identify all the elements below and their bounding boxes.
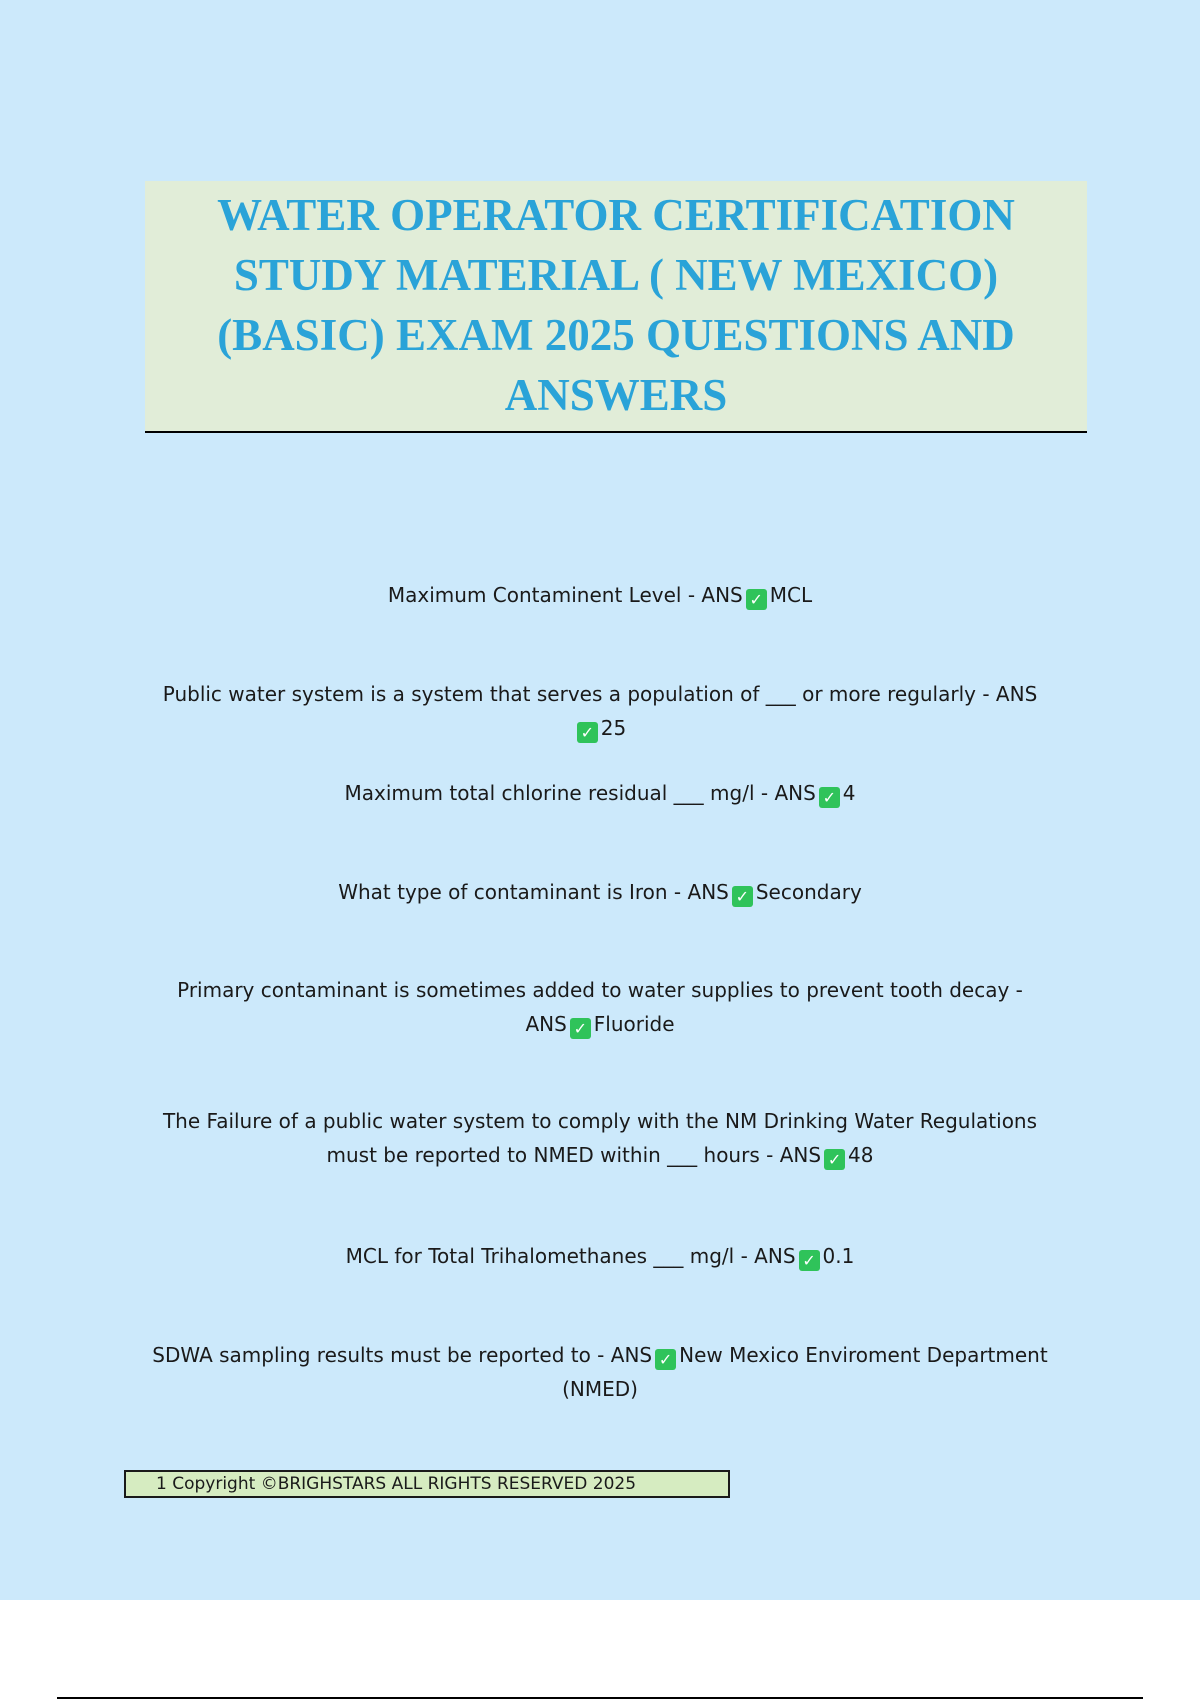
answer-text: 25 (600, 716, 627, 740)
check-icon: ✓ (824, 1149, 845, 1170)
qa-item-3 (150, 776, 1050, 810)
answer-text: 48 (848, 1143, 874, 1167)
check-icon: ✓ (819, 787, 840, 808)
check-icon: ✓ (570, 1018, 591, 1039)
ans-label: ANS (701, 583, 743, 607)
ans-label: ANS (774, 781, 816, 805)
question-text: Maximum Contaminent Level - (387, 583, 696, 607)
answer-text: New Mexico Enviroment Department (NMED) (562, 1343, 1048, 1401)
ans-label: ANS (779, 1143, 822, 1167)
question-text: Public water system is a system that serves a population of ___ or more regularly - (162, 682, 990, 706)
document-title: WATER OPERATOR CERTIFICATION STUDY MATERIAL ( NEW MEXICO) (BASIC) EXAM 2025 QUESTIONS AND ANSWERS (217, 190, 1015, 420)
check-icon: ✓ (655, 1349, 676, 1370)
ans-label: ANS (687, 880, 729, 904)
answer-text: 4 (842, 781, 856, 805)
qa-item-5 (150, 973, 1050, 1041)
title-banner (145, 181, 1087, 433)
question-text: The Failure of a public water system to comply with the NM Drinking Water Regulations must be reported to NMED within ___ hours - (162, 1109, 1038, 1167)
check-icon: ✓ (799, 1250, 820, 1271)
qa-item-8 (150, 1338, 1050, 1406)
ans-label: ANS (754, 1244, 796, 1268)
answer-text: Secondary (755, 880, 862, 904)
check-icon: ✓ (746, 589, 767, 610)
qa-item-4 (150, 875, 1050, 909)
check-icon: ✓ (732, 886, 753, 907)
qa-item-6 (150, 1104, 1050, 1172)
question-text: MCL for Total Trihalomethanes ___ mg/l - (345, 1244, 748, 1268)
question-text: Primary contaminant is sometimes added to water supplies to prevent tooth decay - (177, 978, 1023, 1002)
qa-item-2 (150, 677, 1050, 745)
question-text: Maximum total chlorine residual ___ mg/l - (344, 781, 769, 805)
check-icon: ✓ (577, 722, 598, 743)
answer-text: 0.1 (822, 1244, 855, 1268)
qa-item-1 (150, 578, 1050, 612)
answer-text: Fluoride (593, 1012, 675, 1036)
ans-label: ANS (995, 682, 1038, 706)
question-text: What type of contaminant is Iron - (338, 880, 682, 904)
answer-text: MCL (769, 583, 813, 607)
ans-label: ANS (525, 1012, 567, 1036)
question-text: SDWA sampling results must be reported to - (152, 1343, 605, 1367)
copyright-footer: 1 Copyright ©BRIGHSTARS ALL RIGHTS RESERVED 2025 (124, 1470, 730, 1498)
qa-item-7 (150, 1239, 1050, 1273)
bottom-divider (57, 1697, 1143, 1699)
ans-label: ANS (610, 1343, 653, 1367)
